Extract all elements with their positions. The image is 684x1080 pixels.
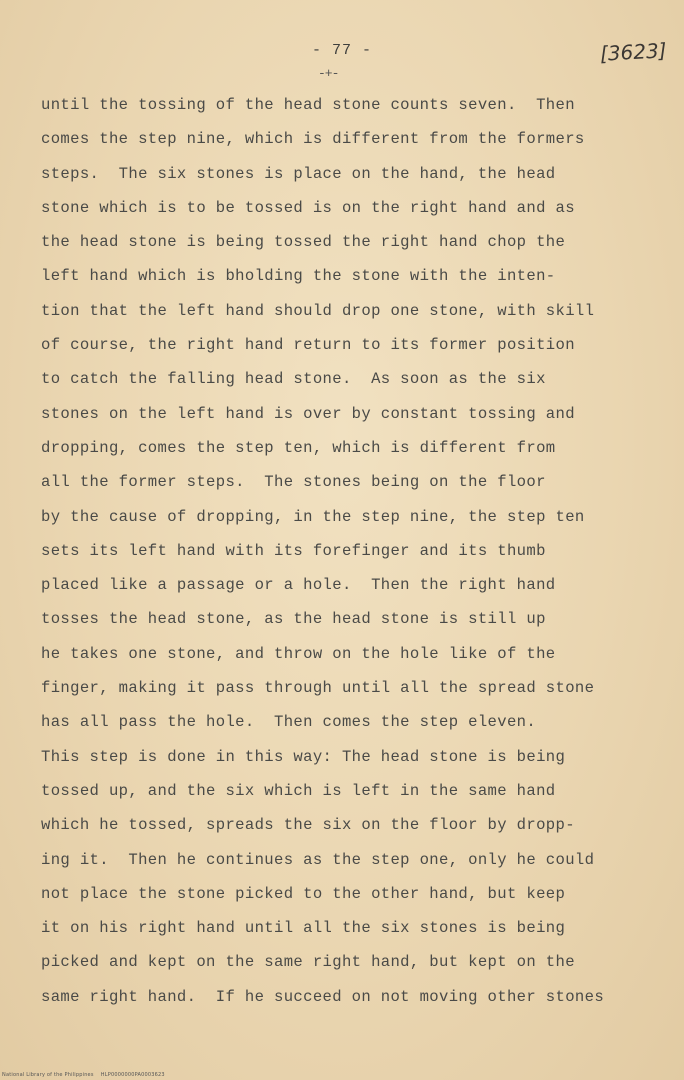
text-line: not place the stone picked to the other hand, but keep <box>41 884 566 903</box>
text-line: steps. The six stones is place on the hand, the head <box>41 164 556 183</box>
text-line: tosses the head stone, as the head stone is still up <box>41 610 546 629</box>
text-line: finger, making it pass through until all the spread stone <box>41 679 595 698</box>
text-line: tion that the left hand should drop one stone, with skill <box>41 301 595 320</box>
text-line: sets its left hand with its forefinger and its thumb <box>41 541 546 560</box>
text-line: stone which is to be tossed is on the right hand and as <box>41 198 575 217</box>
text-line: dropping, comes the step ten, which is different from <box>41 438 556 457</box>
archive-number: [3623] <box>599 38 668 66</box>
text-line: ing it. Then he continues as the step one, only he could <box>41 850 595 869</box>
text-line: stones on the left hand is over by constant tossing and <box>41 404 575 423</box>
text-line: placed like a passage or a hole. Then the right hand <box>41 576 556 595</box>
page-number: - 77 - <box>312 42 373 59</box>
text-line: to catch the falling head stone. As soon as the six <box>41 370 546 389</box>
text-line: by the cause of dropping, in the step nine, the step ten <box>41 507 585 526</box>
text-line: same right hand. If he succeed on not moving other stones <box>41 987 605 1006</box>
text-line: left hand which is bholding the stone with the inten- <box>41 267 556 286</box>
text-line: it on his right hand until all the six stones is being <box>41 919 566 938</box>
text-line: which he tossed, spreads the six on the floor by dropp- <box>41 816 575 835</box>
text-line: of course, the right hand return to its former position <box>41 336 575 355</box>
text-line: picked and kept on the same right hand, but kept on the <box>41 953 575 972</box>
text-line: all the former steps. The stones being on the floor <box>41 473 546 492</box>
header-flourish: -+- <box>318 66 339 81</box>
text-line: comes the step nine, which is different from the formers <box>41 130 585 149</box>
typed-body-text <box>41 92 651 1018</box>
text-line: tossed up, and the six which is left in the same hand <box>41 781 556 800</box>
footer-credit: National Library of the Philippines HLP0000000PA0003623 <box>2 1072 165 1078</box>
text-line: until the tossing of the head stone counts seven. Then <box>41 96 575 114</box>
text-line: has all pass the hole. Then comes the step eleven. <box>41 713 537 732</box>
text-line: This step is done in this way: The head stone is being <box>41 747 566 766</box>
text-line: he takes one stone, and throw on the hole like of the <box>41 644 556 663</box>
text-line: the head stone is being tossed the right hand chop the <box>41 233 566 252</box>
